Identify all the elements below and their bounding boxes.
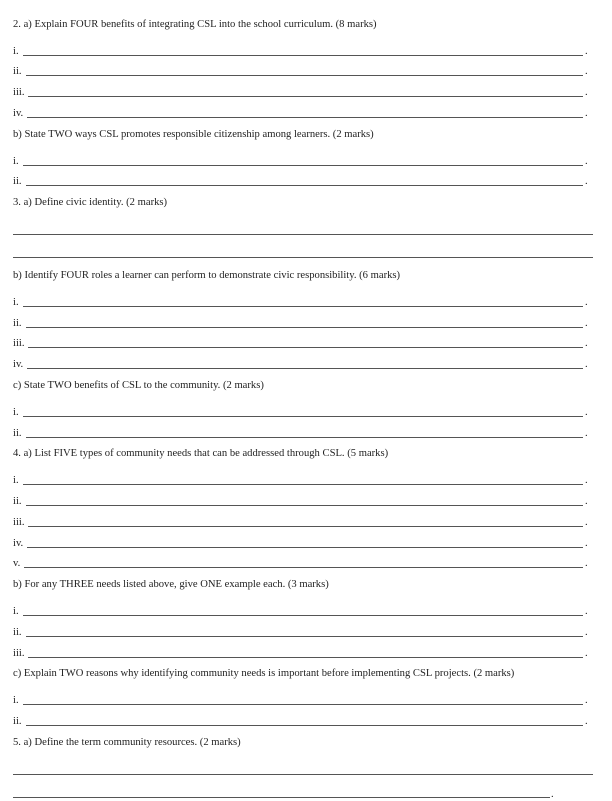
line-end-period: .: [585, 495, 588, 507]
line-end-period: .: [585, 317, 588, 329]
answer-row: [13, 288, 593, 309]
line-end-period: .: [585, 296, 588, 308]
line-end-period: .: [585, 66, 588, 78]
answer-label: ii.: [13, 427, 22, 439]
question-heading: b) State TWO ways CSL promotes responsible citizenship among learners. (2 marks): [13, 128, 374, 140]
line-end-period: .: [585, 626, 588, 638]
answer-row: [13, 330, 593, 351]
answer-label: ii.: [13, 626, 22, 638]
answer-line[interactable]: [27, 358, 583, 369]
answer-line[interactable]: [26, 495, 583, 506]
answer-label: iii.: [13, 647, 25, 659]
answer-row: [13, 707, 593, 728]
blank-answer-row: [13, 215, 593, 238]
answer-line[interactable]: [23, 155, 583, 166]
answer-row: [13, 350, 593, 371]
answer-line[interactable]: [23, 605, 583, 616]
line-end-period: .: [585, 475, 588, 487]
question-heading: 4. a) List FIVE types of community needs that can be addressed through CSL. (5 marks): [13, 448, 389, 460]
question-heading: c) Explain TWO reasons why identifying community needs is important before implementing CSL projects. (2 marks): [13, 668, 515, 680]
answer-label: iv.: [13, 537, 24, 549]
answer-row: [13, 398, 593, 419]
blank-answer-row: [13, 238, 593, 261]
line-end-period: .: [585, 695, 588, 707]
answer-line[interactable]: [23, 45, 583, 56]
answer-label: iii.: [13, 516, 25, 528]
answer-line[interactable]: [23, 474, 583, 485]
answer-line[interactable]: [13, 257, 593, 258]
answer-label: ii.: [13, 317, 22, 329]
answer-line[interactable]: [23, 694, 583, 705]
answer-line[interactable]: [13, 774, 593, 775]
question-heading: 2. a) Explain FOUR benefits of integrating CSL into the school curriculum. (8 marks): [13, 18, 377, 30]
answer-label: i.: [13, 45, 19, 57]
line-end-period: .: [585, 45, 588, 57]
answer-line[interactable]: [27, 537, 583, 548]
line-end-period: .: [585, 176, 588, 188]
question-heading: 5. a) Define the term community resources. (2 marks): [13, 736, 241, 748]
answer-line[interactable]: [26, 175, 583, 186]
answer-label: v.: [13, 558, 21, 570]
answer-row: [13, 78, 593, 99]
answer-row: [13, 466, 593, 487]
answer-line[interactable]: [28, 337, 583, 348]
answer-row: [13, 419, 593, 440]
answer-line[interactable]: [28, 516, 583, 527]
line-end-period: .: [585, 406, 588, 418]
line-end-period: .: [585, 427, 588, 439]
blank-answer-row: [13, 755, 593, 778]
line-end-period: .: [585, 359, 588, 371]
answer-label: iii.: [13, 87, 25, 99]
question-heading: b) Identify FOUR roles a learner can perform to demonstrate civic responsibility. (6 marks): [13, 269, 401, 281]
line-end-period: .: [585, 537, 588, 549]
answer-label: i.: [13, 155, 19, 167]
answer-row: [13, 618, 593, 639]
question-heading: 3. a) Define civic identity. (2 marks): [13, 197, 168, 209]
answer-label: i.: [13, 695, 19, 707]
blank-answer-row: [13, 778, 593, 801]
answer-label: ii.: [13, 66, 22, 78]
line-end-period: .: [585, 715, 588, 727]
line-end-period: .: [585, 605, 588, 617]
answer-line[interactable]: [26, 427, 583, 438]
answer-row: [13, 529, 593, 550]
answer-row: [13, 487, 593, 508]
answer-row: [13, 686, 593, 707]
line-end-period: .: [585, 558, 588, 570]
line-end-period: .: [585, 87, 588, 99]
answer-line[interactable]: [23, 406, 583, 417]
line-end-period: .: [585, 107, 588, 119]
line-end-period: .: [585, 647, 588, 659]
answer-label: ii.: [13, 495, 22, 507]
answer-line[interactable]: [13, 797, 550, 798]
answer-row: [13, 147, 593, 168]
line-end-period: .: [585, 338, 588, 350]
line-end-period: .: [551, 788, 554, 800]
answer-label: i.: [13, 475, 19, 487]
answer-label: i.: [13, 605, 19, 617]
line-end-period: .: [585, 155, 588, 167]
answer-label: iii.: [13, 338, 25, 350]
answer-label: i.: [13, 406, 19, 418]
answer-line[interactable]: [26, 65, 583, 76]
answer-line[interactable]: [27, 107, 583, 118]
answer-line[interactable]: [26, 626, 583, 637]
answer-row: [13, 37, 593, 58]
question-heading: b) For any THREE needs listed above, give ONE example each. (3 marks): [13, 579, 329, 591]
answer-line[interactable]: [24, 557, 583, 568]
exam-worksheet: [13, 10, 593, 801]
answer-label: i.: [13, 296, 19, 308]
answer-line[interactable]: [28, 86, 583, 97]
answer-row: [13, 550, 593, 571]
answer-label: ii.: [13, 715, 22, 727]
answer-line[interactable]: [28, 647, 583, 658]
answer-label: iv.: [13, 107, 24, 119]
answer-label: ii.: [13, 176, 22, 188]
answer-row: [13, 309, 593, 330]
answer-line[interactable]: [13, 234, 593, 235]
question-heading: c) State TWO benefits of CSL to the community. (2 marks): [13, 379, 264, 391]
answer-row: [13, 639, 593, 660]
answer-row: [13, 508, 593, 529]
answer-row: [13, 58, 593, 79]
answer-row: [13, 597, 593, 618]
answer-line[interactable]: [26, 715, 583, 726]
answer-line[interactable]: [26, 317, 583, 328]
answer-row: [13, 168, 593, 189]
line-end-period: .: [585, 516, 588, 528]
answer-row: [13, 99, 593, 120]
answer-label: iv.: [13, 359, 24, 371]
answer-line[interactable]: [23, 296, 583, 307]
